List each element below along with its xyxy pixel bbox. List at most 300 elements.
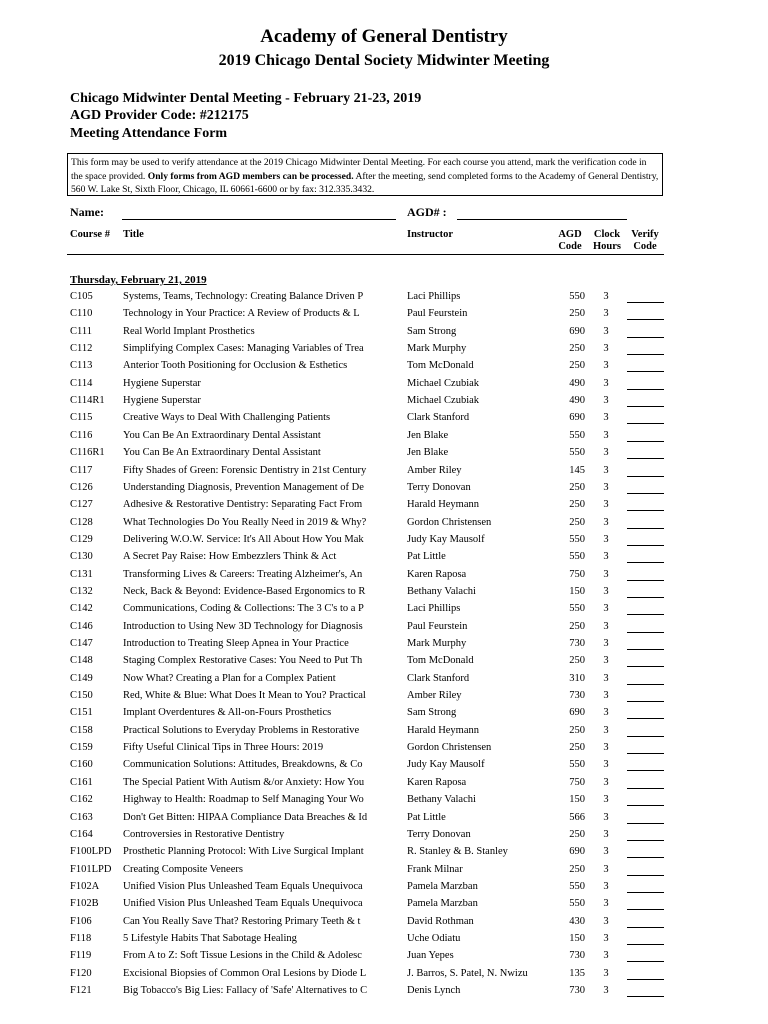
course-clock-hours: 3 (603, 585, 609, 597)
course-agd-code: 150 (569, 585, 585, 597)
table-row (0, 829, 768, 846)
course-agd-code: 750 (569, 568, 585, 580)
table-row (0, 690, 768, 707)
course-clock-hours: 3 (603, 655, 609, 667)
instructions-box (67, 153, 663, 196)
course-instructor: Jen Blake (407, 447, 449, 459)
course-instructor: Tom McDonald (407, 360, 474, 372)
course-number: F102A (70, 880, 100, 892)
course-number: C128 (70, 516, 93, 528)
course-title: Controversies in Restorative Dentistry (123, 828, 285, 840)
course-title: Fifty Shades of Green: Forensic Dentistry in 21st Century (123, 464, 367, 476)
name-input-line[interactable] (122, 219, 396, 220)
verify-code-blank[interactable] (627, 690, 664, 702)
course-agd-code: 150 (569, 794, 585, 806)
course-agd-code: 550 (569, 291, 585, 302)
course-agd-code: 690 (569, 325, 585, 337)
course-number: F101LPD (70, 863, 112, 875)
verify-code-blank[interactable] (627, 638, 664, 650)
course-number: C162 (70, 794, 93, 806)
course-clock-hours: 3 (603, 932, 609, 944)
agd-code-line2: Code (558, 241, 582, 252)
course-agd-code: 430 (569, 915, 585, 927)
verify-code-blank[interactable] (627, 569, 664, 581)
table-row (0, 707, 768, 724)
table-row (0, 950, 768, 967)
verify-code-blank[interactable] (627, 499, 664, 511)
course-number: C149 (70, 672, 93, 684)
course-instructor: Laci Phillips (407, 603, 461, 615)
table-row (0, 638, 768, 655)
table-row (0, 378, 768, 395)
course-clock-hours: 3 (603, 291, 609, 302)
course-clock-hours: 3 (603, 551, 609, 563)
course-number: C132 (70, 585, 93, 597)
course-number: C115 (70, 412, 93, 424)
course-instructor: Pamela Marzban (407, 898, 478, 910)
course-title: Introduction to Treating Sleep Apnea in Your Practice (123, 638, 349, 649)
verify-code-blank[interactable] (627, 846, 664, 858)
table-row (0, 812, 768, 829)
course-instructor: Paul Feurstein (407, 308, 468, 320)
col-instructor-header: Instructor (407, 229, 454, 240)
course-clock-hours: 3 (603, 325, 609, 337)
course-number: C147 (70, 638, 93, 649)
course-number: C114 (70, 377, 93, 389)
course-instructor: Mark Murphy (407, 638, 467, 649)
table-row (0, 534, 768, 551)
verify-code-blank[interactable] (627, 586, 664, 598)
table-row (0, 308, 768, 325)
course-clock-hours: 3 (603, 950, 609, 962)
course-instructor: R. Stanley & B. Stanley (407, 846, 508, 858)
course-agd-code: 490 (569, 377, 585, 389)
col-title-header: Title (123, 229, 144, 240)
course-number: C130 (70, 551, 93, 563)
course-agd-code: 550 (569, 880, 585, 892)
verify-code-blank[interactable] (627, 395, 664, 407)
verify-code-line2: Code (633, 241, 657, 252)
course-agd-code: 730 (569, 985, 585, 996)
verify-code-blank[interactable] (627, 759, 664, 771)
course-number: C129 (70, 533, 93, 545)
course-agd-code: 310 (569, 672, 585, 684)
table-row (0, 517, 768, 534)
course-instructor: Gordon Christensen (407, 742, 492, 754)
course-clock-hours: 3 (603, 533, 609, 545)
course-clock-hours: 3 (603, 377, 609, 389)
course-instructor: Jen Blake (407, 429, 449, 441)
course-instructor: Karen Raposa (407, 568, 467, 580)
document-subtitle: 2019 Chicago Dental Society Midwinter Meeting (218, 52, 550, 69)
table-row (0, 412, 768, 429)
course-agd-code: 690 (569, 707, 585, 719)
col-verify-code-header (626, 229, 664, 253)
course-title: You Can Be An Extraordinary Dental Assistant (123, 429, 321, 441)
course-agd-code: 550 (569, 759, 585, 771)
course-instructor: Sam Strong (407, 325, 457, 337)
course-agd-code: 566 (569, 811, 585, 823)
course-instructor: Paul Feurstein (407, 620, 468, 632)
course-clock-hours: 3 (603, 481, 609, 493)
course-number: F106 (70, 915, 92, 927)
course-agd-code: 250 (569, 516, 585, 528)
course-clock-hours: 3 (603, 707, 609, 719)
course-number: C164 (70, 828, 93, 840)
course-title: Now What? Creating a Plan for a Complex Patient (123, 672, 336, 684)
verify-code-blank[interactable] (627, 360, 664, 372)
section-date-label: Thursday, February 21, 2019 (70, 274, 207, 286)
course-number: C146 (70, 620, 93, 632)
course-agd-code: 250 (569, 620, 585, 632)
col-agd-code-header (552, 229, 588, 253)
course-number: C105 (70, 291, 93, 302)
course-number: C117 (70, 464, 93, 476)
verify-code-blank[interactable] (627, 673, 664, 685)
course-title: Red, White & Blue: What Does It Mean to You? Practical (123, 690, 366, 702)
course-clock-hours: 3 (603, 603, 609, 615)
agd-number-input-line[interactable] (457, 219, 627, 220)
verify-code-blank[interactable] (627, 829, 664, 841)
table-row (0, 985, 768, 1002)
verify-code-blank[interactable] (627, 794, 664, 806)
course-title: Highway to Health: Roadmap to Self Managing Your Wo (123, 794, 364, 806)
course-agd-code: 250 (569, 742, 585, 754)
document-title: Academy of General Dentistry (260, 26, 508, 47)
course-number: C113 (70, 360, 93, 372)
course-clock-hours: 3 (603, 672, 609, 684)
course-agd-code: 250 (569, 828, 585, 840)
verify-code-blank[interactable] (627, 378, 664, 390)
course-clock-hours: 3 (603, 863, 609, 875)
course-agd-code: 250 (569, 724, 585, 736)
course-clock-hours: 3 (603, 759, 609, 771)
verify-code-blank[interactable] (627, 308, 664, 320)
course-agd-code: 550 (569, 533, 585, 545)
course-instructor: Gordon Christensen (407, 516, 492, 528)
verify-code-blank[interactable] (627, 621, 664, 633)
course-clock-hours: 3 (603, 915, 609, 927)
agd-number-label: AGD# : (407, 205, 447, 219)
course-clock-hours: 3 (603, 620, 609, 632)
course-title: Unified Vision Plus Unleashed Team Equals Unequivoca (123, 898, 363, 910)
course-instructor: Judy Kay Mausolf (407, 533, 485, 545)
course-title: 5 Lifestyle Habits That Sabotage Healing (123, 932, 297, 944)
course-agd-code: 145 (569, 464, 585, 476)
col-course-header: Course # (70, 229, 110, 240)
course-agd-code: 690 (569, 412, 585, 424)
course-number: C160 (70, 759, 93, 771)
course-instructor: Terry Donovan (407, 481, 471, 493)
verify-code-blank[interactable] (627, 968, 664, 980)
course-instructor: Tom McDonald (407, 655, 474, 667)
table-row (0, 343, 768, 360)
verify-code-blank[interactable] (627, 950, 664, 962)
table-row (0, 569, 768, 586)
course-agd-code: 135 (569, 967, 585, 979)
course-agd-code: 150 (569, 932, 585, 944)
table-row (0, 465, 768, 482)
course-agd-code: 550 (569, 447, 585, 459)
verify-code-blank[interactable] (627, 742, 664, 754)
form-name: Meeting Attendance Form (70, 126, 228, 141)
notice-bold: Only forms from AGD members can be processed. (147, 170, 354, 182)
table-row (0, 586, 768, 603)
verify-code-blank[interactable] (627, 812, 664, 824)
course-title: Hygiene Superstar (123, 395, 201, 407)
table-row (0, 291, 768, 308)
course-title: A Secret Pay Raise: How Embezzlers Think & Act (123, 551, 337, 563)
course-agd-code: 550 (569, 551, 585, 563)
verify-code-blank[interactable] (627, 881, 664, 893)
course-title: Excisional Biopsies of Common Oral Lesions by Diode L (123, 967, 367, 979)
verify-code-blank[interactable] (627, 291, 664, 303)
course-clock-hours: 3 (603, 776, 609, 788)
verify-code-blank[interactable] (627, 430, 664, 442)
course-number: C161 (70, 776, 93, 788)
table-row (0, 794, 768, 811)
course-title: Introduction to Using New 3D Technology for Diagnosis (123, 620, 363, 632)
course-title: Simplifying Complex Cases: Managing Variables of Trea (123, 343, 364, 355)
verify-code-blank[interactable] (627, 551, 664, 563)
course-title: Prosthetic Planning Protocol: With Live Surgical Implant (123, 846, 364, 858)
course-number: F120 (70, 967, 92, 979)
course-instructor: Pat Little (407, 551, 446, 563)
clock-hours-line2: Hours (592, 241, 621, 252)
course-agd-code: 550 (569, 603, 585, 615)
course-clock-hours: 3 (603, 846, 609, 858)
table-row (0, 499, 768, 516)
course-agd-code: 730 (569, 690, 585, 702)
table-row (0, 916, 768, 933)
course-clock-hours: 3 (603, 638, 609, 649)
course-clock-hours: 3 (603, 880, 609, 892)
course-clock-hours: 3 (603, 742, 609, 754)
course-clock-hours: 3 (603, 985, 609, 996)
course-title: Adhesive & Restorative Dentistry: Separating Fact From (123, 499, 363, 511)
course-number: C142 (70, 603, 93, 615)
course-instructor: Karen Raposa (407, 776, 467, 788)
course-number: C158 (70, 724, 93, 736)
course-title: Transforming Lives & Careers: Treating Alzheimer's, An (123, 568, 363, 580)
course-title: Creative Ways to Deal With Challenging Patients (123, 412, 331, 424)
table-row (0, 655, 768, 672)
course-clock-hours: 3 (603, 811, 609, 823)
course-clock-hours: 3 (603, 967, 609, 979)
verify-code-blank[interactable] (627, 916, 664, 928)
course-number: C112 (70, 343, 93, 355)
course-clock-hours: 3 (603, 499, 609, 511)
course-agd-code: 250 (569, 499, 585, 511)
verify-code-blank[interactable] (627, 898, 664, 910)
table-row (0, 968, 768, 985)
table-row (0, 621, 768, 638)
col-clock-hours-header (589, 229, 625, 253)
verify-code-blank[interactable] (627, 985, 664, 997)
table-row (0, 898, 768, 915)
course-title: Technology in Your Practice: A Review of Products & L (123, 308, 360, 320)
course-instructor: Uche Odiatu (407, 932, 461, 944)
course-agd-code: 250 (569, 863, 585, 875)
course-instructor: Denis Lynch (407, 985, 461, 996)
table-row (0, 395, 768, 412)
course-instructor: Pamela Marzban (407, 880, 478, 892)
course-title: Creating Composite Veneers (123, 863, 243, 875)
course-instructor: Clark Stanford (407, 412, 470, 424)
course-agd-code: 730 (569, 638, 585, 649)
table-row (0, 777, 768, 794)
course-clock-hours: 3 (603, 794, 609, 806)
verify-code-blank[interactable] (627, 933, 664, 945)
course-agd-code: 550 (569, 898, 585, 910)
verify-code-blank[interactable] (627, 534, 664, 546)
verify-code-blank[interactable] (627, 517, 664, 529)
course-number: C150 (70, 690, 93, 702)
course-agd-code: 250 (569, 655, 585, 667)
meeting-line: Chicago Midwinter Dental Meeting - February 21-23, 2019 (70, 91, 422, 106)
course-clock-hours: 3 (603, 724, 609, 736)
course-instructor: Terry Donovan (407, 828, 471, 840)
course-title: Can You Really Save That? Restoring Primary Teeth & t (123, 915, 361, 927)
course-clock-hours: 3 (603, 429, 609, 441)
course-number: C116 (70, 429, 93, 441)
course-title: Staging Complex Restorative Cases: You Need to Put Th (123, 655, 363, 667)
table-row (0, 482, 768, 499)
course-title: Systems, Teams, Technology: Creating Balance Driven P (123, 291, 364, 302)
course-clock-hours: 3 (603, 308, 609, 320)
course-clock-hours: 3 (603, 898, 609, 910)
course-title: Hygiene Superstar (123, 377, 201, 389)
course-clock-hours: 3 (603, 690, 609, 702)
verify-code-blank[interactable] (627, 707, 664, 719)
course-number: F100LPD (70, 846, 112, 858)
course-clock-hours: 3 (603, 343, 609, 355)
course-number: C159 (70, 742, 93, 754)
course-agd-code: 550 (569, 429, 585, 441)
verify-code-blank[interactable] (627, 326, 664, 338)
course-number: C111 (70, 325, 92, 337)
verify-code-blank[interactable] (627, 864, 664, 876)
course-agd-code: 250 (569, 481, 585, 493)
course-title: Don't Get Bitten: HIPAA Compliance Data Breaches & Id (123, 811, 368, 823)
course-title: Big Tobacco's Big Lies: Fallacy of 'Safe' Alternatives to C (123, 985, 368, 996)
course-instructor: Amber Riley (407, 690, 462, 702)
course-instructor: Bethany Valachi (407, 585, 476, 597)
header-divider (67, 254, 664, 255)
course-number: C151 (70, 707, 93, 719)
course-number: C163 (70, 811, 93, 823)
table-row (0, 864, 768, 881)
course-clock-hours: 3 (603, 412, 609, 424)
course-instructor: Juan Yepes (407, 950, 454, 962)
verify-code-blank[interactable] (627, 725, 664, 737)
notice-text-2: After the meeting, send completed forms to the Academy of General Dentistry, 560 W. Lake St, Sixth Floor, Chicago, IL 60661-6600 or by fax: 312.335.3432. (71, 170, 659, 195)
verify-code-blank[interactable] (627, 343, 664, 355)
verify-code-blank[interactable] (627, 482, 664, 494)
course-number: C127 (70, 499, 93, 511)
table-row (0, 551, 768, 568)
notice-text-1: This form may be used to verify attendance at the 2019 Chicago Midwinter Dental Meeting. For each course you attend, mark the verification code in the space provided. (71, 157, 647, 182)
course-clock-hours: 3 (603, 516, 609, 528)
course-instructor: J. Barros, S. Patel, N. Nwizu (407, 967, 528, 979)
verify-code-blank[interactable] (627, 777, 664, 789)
table-row (0, 430, 768, 447)
course-instructor: Bethany Valachi (407, 794, 476, 806)
course-agd-code: 730 (569, 950, 585, 962)
provider-code: AGD Provider Code: #212175 (70, 108, 249, 123)
agd-code-line1: AGD (558, 229, 582, 240)
course-number: F118 (70, 932, 92, 944)
course-title: Communication Solutions: Attitudes, Breakdowns, & Co (123, 759, 363, 771)
course-number: C148 (70, 655, 93, 667)
course-number: C116R1 (70, 447, 105, 459)
course-clock-hours: 3 (603, 395, 609, 407)
course-title: Communications, Coding & Collections: The 3 C's to a P (123, 603, 364, 615)
course-title: The Special Patient With Autism &/or Anxiety: How You (123, 776, 365, 788)
table-row (0, 881, 768, 898)
course-number: F119 (70, 950, 92, 962)
table-row (0, 759, 768, 776)
course-agd-code: 250 (569, 360, 585, 372)
course-title: Delivering W.O.W. Service: It's All About How You Mak (123, 533, 364, 545)
verify-code-blank[interactable] (627, 447, 664, 459)
verify-code-blank[interactable] (627, 655, 664, 667)
verify-code-blank[interactable] (627, 603, 664, 615)
course-title: From A to Z: Soft Tissue Lesions in the Child & Adolesc (123, 950, 362, 962)
table-row (0, 360, 768, 377)
course-instructor: Michael Czubiak (407, 395, 480, 407)
course-agd-code: 690 (569, 846, 585, 858)
course-number: C110 (70, 308, 93, 320)
course-instructor: Laci Phillips (407, 291, 461, 302)
course-number: F121 (70, 985, 92, 996)
clock-hours-line1: Clock (593, 229, 621, 240)
table-row (0, 933, 768, 950)
course-title: You Can Be An Extraordinary Dental Assistant (123, 447, 321, 459)
course-instructor: Amber Riley (407, 464, 462, 476)
course-instructor: Judy Kay Mausolf (407, 759, 485, 771)
course-title: Real World Implant Prosthetics (123, 325, 255, 337)
table-row (0, 673, 768, 690)
course-instructor: Harald Heymann (407, 499, 480, 511)
course-title: Understanding Diagnosis, Prevention Management of De (123, 481, 364, 493)
course-instructor: Frank Milnar (407, 863, 463, 875)
course-instructor: David Rothman (407, 915, 474, 927)
course-clock-hours: 3 (603, 568, 609, 580)
course-number: C131 (70, 568, 93, 580)
course-title: Anterior Tooth Positioning for Occlusion & Esthetics (123, 360, 348, 372)
course-instructor: Sam Strong (407, 707, 457, 719)
course-instructor: Pat Little (407, 811, 446, 823)
table-row (0, 846, 768, 863)
course-title: Practical Solutions to Everyday Problems in Restorative (123, 724, 360, 736)
course-instructor: Michael Czubiak (407, 377, 480, 389)
verify-code-line1: Verify (631, 229, 659, 240)
course-agd-code: 250 (569, 343, 585, 355)
verify-code-blank[interactable] (627, 412, 664, 424)
course-title: Unified Vision Plus Unleashed Team Equals Unequivoca (123, 880, 363, 892)
table-row (0, 603, 768, 620)
course-clock-hours: 3 (603, 447, 609, 459)
course-title: What Technologies Do You Really Need in 2019 & Why? (123, 516, 367, 528)
course-title: Implant Overdentures & All-on-Fours Prosthetics (123, 707, 332, 719)
course-number: C114R1 (70, 395, 105, 407)
name-label: Name: (70, 205, 104, 219)
table-row (0, 725, 768, 742)
course-instructor: Mark Murphy (407, 343, 467, 355)
table-row (0, 326, 768, 343)
verify-code-blank[interactable] (627, 465, 664, 477)
